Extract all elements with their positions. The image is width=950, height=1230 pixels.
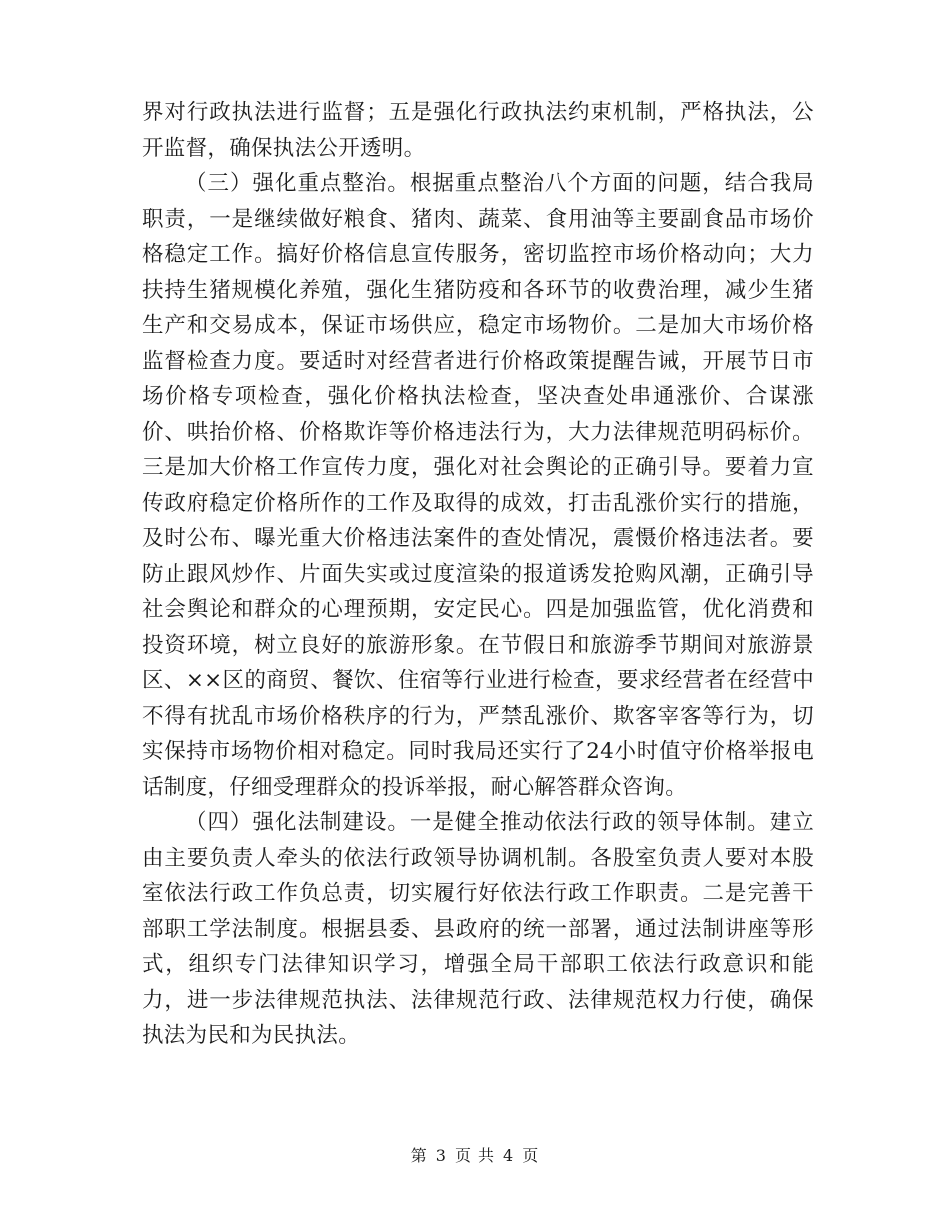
page-footer: [0, 1143, 950, 1166]
footer-suffix: 页: [522, 1146, 540, 1165]
paragraph-section-4: （四）强化法制建设。一是健全推动依法行政的领导体制。建立由主要负责人牵头的依法行政领导协调机制。各股室负责人要对本股室依法行政工作负总责，切实履行好依法行政工作职责。二是完善干部职工学法制度。根据县委、县政府的统一部署，通过法制讲座等形式，组织专门法律知识学习，增强全局干部职工依法行政意识和能力，进一步法律规范执法、法律规范行政、法律规范权力行使，确保执法为民和为民执法。: [142, 810, 814, 1048]
paragraph-section-3: （三）强化重点整治。根据重点整治八个方面的问题，结合我局职责，一是继续做好粮食、猪肉、蔬菜、食用油等主要副食品市场价格稳定工作。搞好价格信息宣传服务，密切监控市场价格动向；大力扶持生猪规模化养殖，强化生猪防疫和各环节的收费治理，减少生猪生产和交易成本，保证市场供应，稳定市场物价。二是加大市场价格监督检查力度。要适时对经营者进行价格政策提醒告诫，开展节日市场价格专项检查，强化价格执法检查，坚决查处串通涨价、合谋涨价、哄抬价格、价格欺诈等价格违法行为，大力法律规范明码标价。三是加大价格工作宣传力度，强化对社会舆论的正确引导。要着力宣传政府稳定价格所作的工作及取得的成效，打击乱涨价实行的措施，及时公布、曝光重大价格违法案件的查处情况，震慑价格违法者。要防止跟风炒作、片面失实或过度渲染的报道诱发抢购风潮，正确引导社会舆论和群众的心理预期，安定民心。四是加强监管，优化消费和投资环境，树立良好的旅游形象。在节假日和旅游季节期间对旅游景区、××区的商贸、餐饮、住宿等行业进行检查，要求经营者在经营中不得有扰乱市场价格秩序的行为，严禁乱涨价、欺客宰客等行为，切实保持市场物价相对稳定。同时我局还实行了24小时值守价格举报电话制度，仔细受理群众的投诉举报，耐心解答群众咨询。: [142, 171, 814, 800]
document-body: [142, 95, 814, 1054]
paragraph-continuation: 界对行政执法进行监督；五是强化行政执法约束机制，严格执法，公开监督，确保执法公开透明。: [142, 100, 814, 161]
footer-prefix: 第: [410, 1146, 428, 1165]
footer-total-pages: 4: [503, 1146, 515, 1165]
footer-mid: 页 共: [454, 1146, 496, 1165]
footer-current-page: 3: [435, 1146, 447, 1165]
